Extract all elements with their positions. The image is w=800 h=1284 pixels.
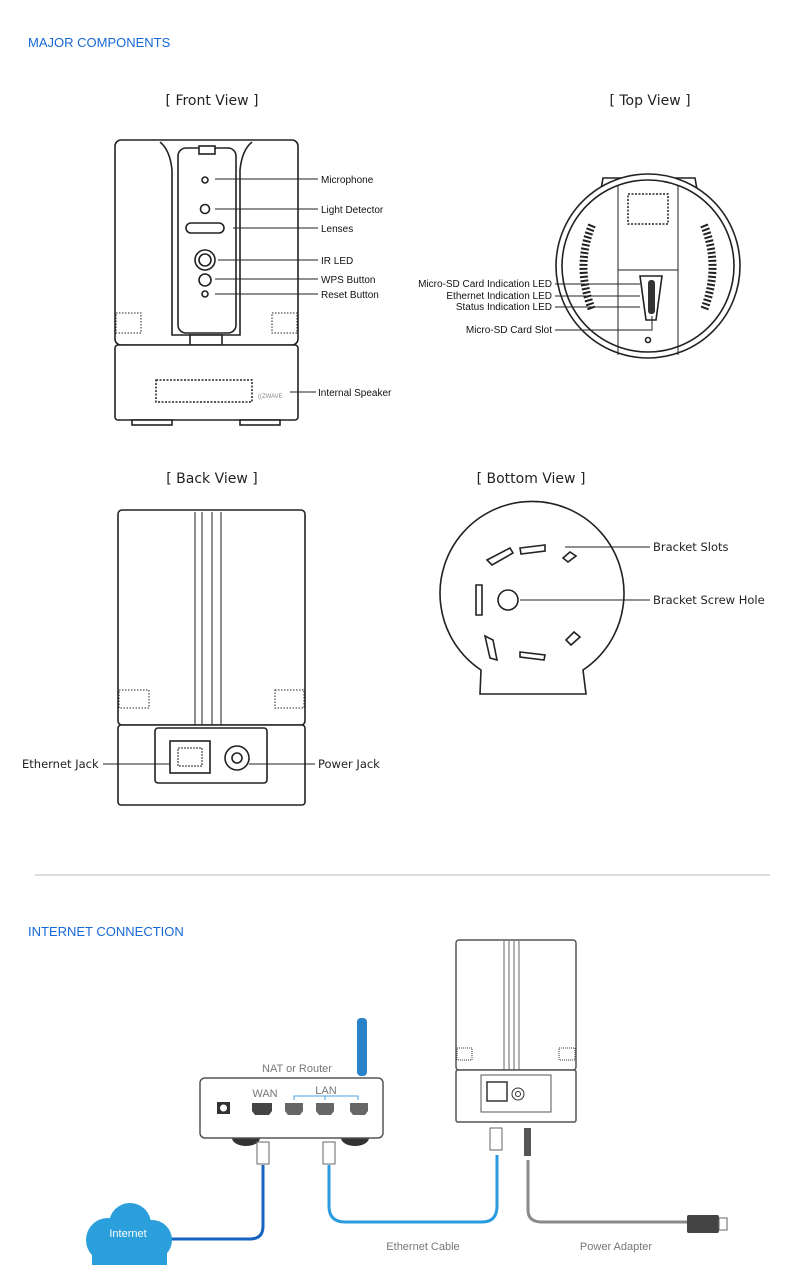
zwave-logo: ((ZWAVE — [258, 394, 283, 400]
wan-label: WAN — [252, 1088, 278, 1100]
front-view-title: [ Front View ] — [165, 93, 259, 109]
front-view-device — [115, 140, 298, 425]
label-ir-led: IR LED — [321, 256, 354, 267]
router-label: NAT or Router — [262, 1063, 332, 1075]
label-ethernet-led: Ethernet Indication LED — [446, 291, 552, 302]
bottom-view-device — [440, 501, 624, 694]
bottom-view-title: [ Bottom View ] — [476, 471, 586, 487]
label-reset-button: Reset Button — [321, 290, 379, 301]
major-components-heading: MAJOR COMPONENTS — [28, 35, 171, 50]
camera-device — [456, 940, 576, 1156]
label-ethernet-jack: Ethernet Jack — [22, 757, 99, 771]
label-bracket-slots: Bracket Slots — [653, 540, 729, 554]
label-microsd-led: Micro-SD Card Indication LED — [418, 279, 552, 290]
label-microsd-slot: Micro-SD Card Slot — [465, 325, 552, 336]
label-bracket-screw-hole: Bracket Screw Hole — [653, 593, 765, 607]
internet-label: Internet — [109, 1228, 147, 1240]
power-adapter-plug — [687, 1215, 727, 1233]
top-view-title: [ Top View ] — [609, 93, 691, 109]
antenna — [357, 1018, 367, 1076]
label-wps-button: WPS Button — [321, 275, 376, 286]
label-microphone: Microphone — [321, 175, 374, 186]
lan-label: LAN — [315, 1085, 337, 1097]
label-status-led: Status Indication LED — [455, 302, 552, 313]
power-cable — [528, 1160, 690, 1222]
back-view-title: [ Back View ] — [166, 471, 258, 487]
label-light-detector: Light Detector — [321, 205, 384, 216]
ethernet-cable — [329, 1155, 497, 1222]
label-internal-speaker: Internal Speaker — [318, 388, 392, 399]
wan-cable — [170, 1165, 263, 1239]
back-view-device — [118, 510, 305, 805]
ethernet-cable-label: Ethernet Cable — [386, 1241, 460, 1253]
label-lenses: Lenses — [321, 224, 354, 235]
router — [200, 1018, 383, 1164]
power-adapter-label: Power Adapter — [579, 1241, 653, 1253]
internet-connection-heading: INTERNET CONNECTION — [28, 924, 184, 939]
label-power-jack: Power Jack — [318, 757, 380, 771]
